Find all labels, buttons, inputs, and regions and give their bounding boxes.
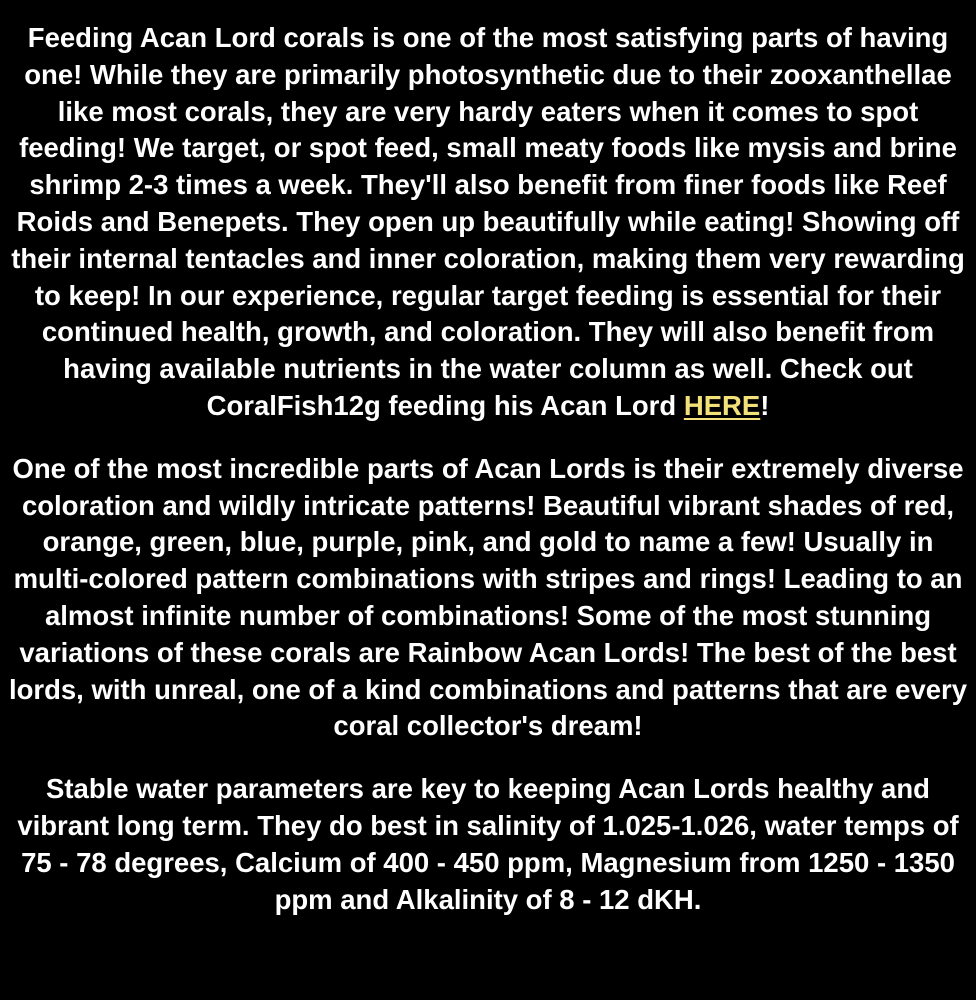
article-body xyxy=(8,0,968,918)
parameters-paragraph: Stable water parameters are key to keeping Acan Lords healthy and vibrant long term. They do best in salinity of 1.025-1.026, water temps of 75 - 78 degrees, Calcium of 400 - 450 ppm, Magnesium from 1250 - 1350 ppm and Alkalinity of 8 - 12 dKH. xyxy=(17,773,959,915)
feeding-paragraph xyxy=(8,20,968,425)
here-link[interactable]: HERE xyxy=(683,389,761,421)
feeding-text: Feeding Acan Lord corals is one of the most satisfying parts of having one! While they are primarily photosynthetic due to their zooxanthellae like most corals, they are very hardy eaters when it comes to spot feeding! We target, or spot feed, small meaty foods like mysis and brine shrimp 2-3 times a week. They'll also benefit from finer foods like Reef Roids and Benepets. They open up beautifully while eating! Showing off their internal tentacles and inner coloration, making them very rewarding to keep! In our experience, regular target feeding is essential for their continued health, growth, and coloration. They will also benefit from having available nutrients in the water column as well. Check out CoralFish12g feeding his Acan Lord xyxy=(11,22,965,421)
feeding-link-suffix: ! xyxy=(760,389,770,421)
coloration-paragraph: One of the most incredible parts of Acan Lords is their extremely diverse coloration and wildly intricate patterns! Beautiful vibrant shades of red, orange, green, blue, purple, pink, and gold to name a few! Usually in multi-colored pattern combinations with stripes and rings! Leading to an almost infinite number of combinations! Some of the most stunning variations of these corals are Rainbow Acan Lords! The best of the best lords, with unreal, one of a kind combinations and patterns that are every coral collector's dream! xyxy=(8,452,968,742)
